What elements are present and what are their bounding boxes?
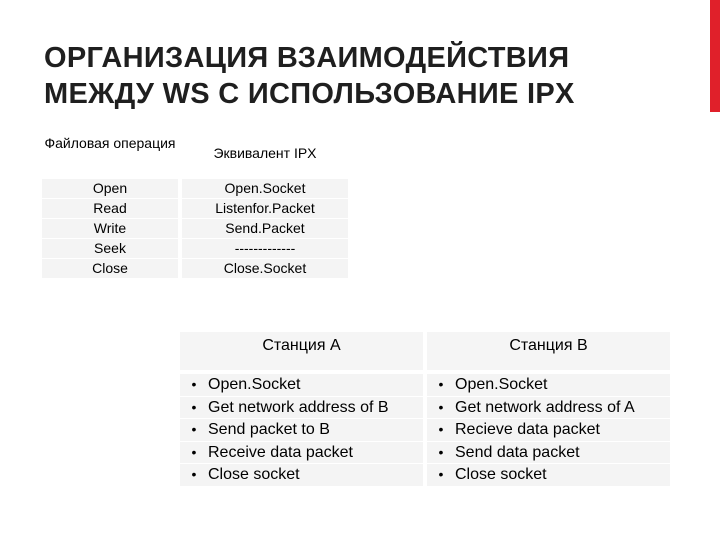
list-item xyxy=(180,442,423,465)
bullet: • xyxy=(438,376,444,392)
step-text: Get network address of A xyxy=(455,398,635,416)
step-text: Recieve data packet xyxy=(455,421,600,438)
table-row xyxy=(42,199,348,219)
bullet: • xyxy=(191,376,197,392)
step-text: Send packet to B xyxy=(208,421,330,438)
header-file-operation: Файловая операция xyxy=(44,135,176,151)
step-text: Close socket xyxy=(455,466,547,483)
step-text: Open.Socket xyxy=(455,376,548,393)
stations-header-row xyxy=(180,332,670,370)
cell-operation: Write xyxy=(42,219,178,239)
title-line-2: МЕЖДУ WS С ИСПОЛЬЗОВАНИЕ IPX xyxy=(44,78,575,110)
header-station-a: Станция А xyxy=(180,332,423,370)
header-station-b: Станция В xyxy=(427,332,670,370)
list-item xyxy=(427,397,670,420)
table-row xyxy=(42,179,348,199)
cell-operation: Seek xyxy=(42,239,178,259)
stations-table xyxy=(180,332,670,487)
table-row xyxy=(42,259,348,279)
bullet: • xyxy=(191,443,197,460)
cell-operation: Read xyxy=(42,199,178,219)
bullet: • xyxy=(191,398,197,415)
station-a-column xyxy=(180,374,423,487)
step-text: Get network address of B xyxy=(208,398,389,416)
cell-ipx: Send.Packet xyxy=(182,219,348,239)
list-item xyxy=(427,442,670,465)
list-item xyxy=(180,464,423,487)
bullet: • xyxy=(438,421,444,437)
cell-operation: Open xyxy=(42,179,178,199)
list-item xyxy=(427,464,670,487)
list-item xyxy=(180,419,423,442)
cell-ipx: Open.Socket xyxy=(182,179,348,199)
bullet: • xyxy=(191,466,197,482)
cell-ipx: ------------- xyxy=(182,239,348,259)
bullet: • xyxy=(438,443,444,460)
step-text: Close socket xyxy=(208,466,300,483)
station-b-column xyxy=(427,374,670,487)
slide-title xyxy=(44,40,694,112)
table-row xyxy=(42,239,348,259)
cell-ipx: Close.Socket xyxy=(182,259,348,279)
header-ipx-equivalent: Эквивалент IPX xyxy=(213,144,317,161)
table-row xyxy=(42,219,348,239)
bullet: • xyxy=(438,398,444,415)
accent-bar xyxy=(710,0,720,112)
step-text: Open.Socket xyxy=(208,376,301,393)
step-text: Send data packet xyxy=(455,443,580,461)
cell-ipx: Listenfor.Packet xyxy=(182,199,348,219)
title-line-1: ОРГАНИЗАЦИЯ ВЗАИМОДЕЙСТВИЯ xyxy=(44,42,570,74)
step-text: Receive data packet xyxy=(208,443,353,461)
list-item xyxy=(427,419,670,442)
bullet: • xyxy=(438,466,444,482)
list-item xyxy=(427,374,670,397)
bullet: • xyxy=(191,421,197,437)
cell-operation: Close xyxy=(42,259,178,279)
list-item xyxy=(180,397,423,420)
table-header-row xyxy=(42,134,348,179)
file-operations-table xyxy=(42,134,348,278)
list-item xyxy=(180,374,423,397)
